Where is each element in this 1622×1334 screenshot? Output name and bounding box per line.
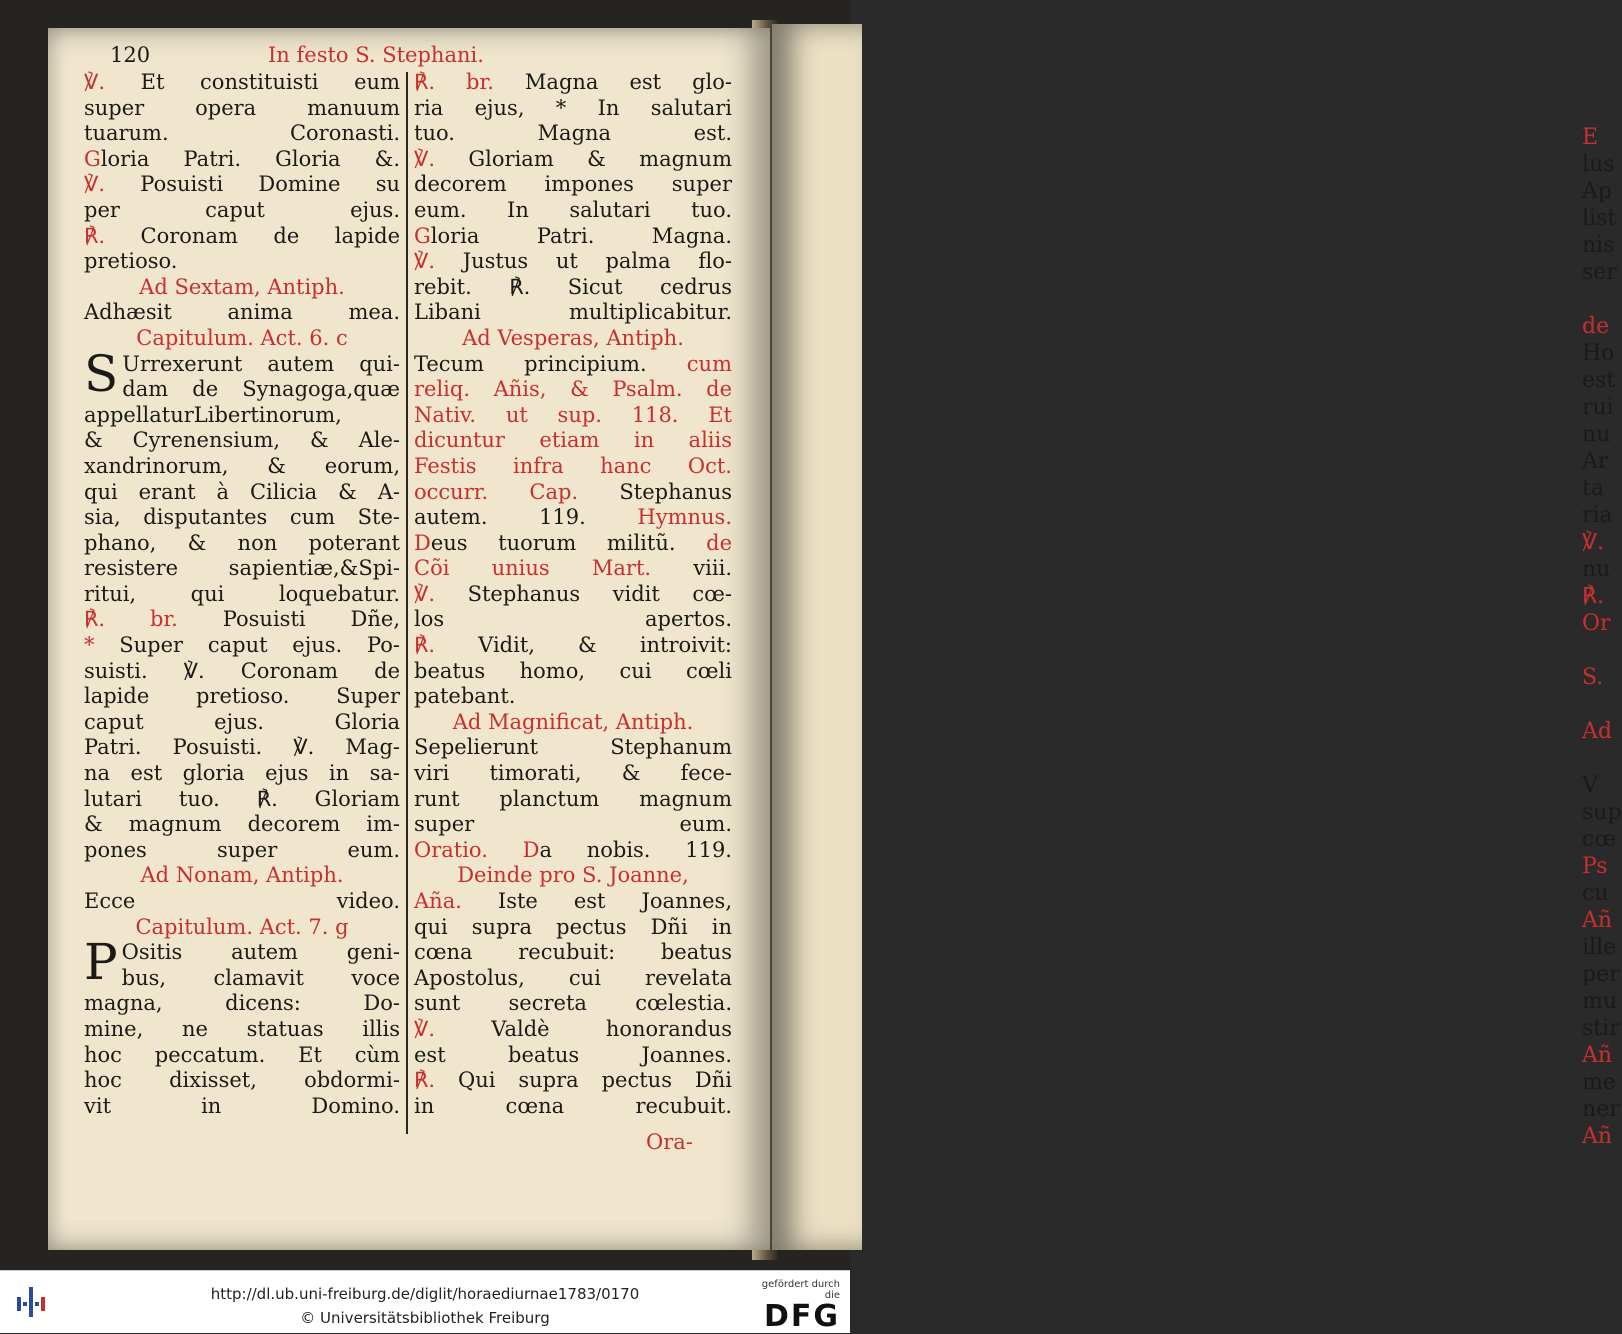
rubric-span: ℟. br. — [84, 607, 178, 632]
text-line — [84, 915, 400, 941]
text-line — [84, 1017, 400, 1043]
facing-line: Ps — [1582, 854, 1608, 879]
text-line — [84, 428, 400, 454]
facing-page — [772, 24, 1622, 1250]
ink-span: patebant. — [414, 684, 516, 709]
ink-span: eus tuorum militũ. — [430, 530, 707, 555]
text-line — [84, 96, 400, 122]
ink-span: qui erant à Cilicia & A- — [84, 479, 400, 504]
text-line — [84, 70, 400, 96]
rubric-span: ℣. — [84, 70, 106, 94]
ink-span: lapide pretioso. Super — [84, 684, 400, 709]
text-line — [414, 70, 732, 96]
facing-line: Ho — [1582, 341, 1615, 366]
facing-line: ille — [1582, 935, 1617, 960]
ink-span: Posuisti Domine su — [105, 172, 400, 197]
ink-span: Tecum principium. — [414, 351, 687, 376]
facing-line: nu — [1582, 422, 1611, 447]
ink-span: sia, disputantes cum Ste- — [84, 505, 400, 530]
facing-page-text — [1582, 124, 1622, 1150]
text-line — [84, 403, 400, 429]
facing-line: ta — [1582, 476, 1604, 501]
text-line — [414, 275, 732, 301]
text-line — [414, 454, 732, 480]
ink-span: & Cyrenensium, & Ale- — [84, 428, 400, 453]
ink-span: Apostolus, cui revelata — [414, 965, 732, 990]
ink-span: ria ejus, * In salutari — [414, 95, 732, 120]
text-line — [414, 966, 732, 992]
ink-span: Stephanus — [578, 479, 732, 504]
text-line — [414, 761, 732, 787]
ink-span: runt planctum magnum — [414, 786, 732, 811]
facing-line: Or — [1582, 611, 1611, 636]
text-line — [84, 121, 400, 147]
rubric-span: ℣. — [414, 146, 436, 171]
rubric-span: cum — [686, 351, 732, 376]
text-line — [414, 915, 732, 941]
ink-span: mine, ne statuas illis — [84, 1016, 400, 1041]
right-text-column — [414, 70, 732, 1119]
text-line — [414, 326, 732, 352]
facing-line — [1582, 745, 1622, 772]
text-line — [84, 633, 400, 659]
rubric-span: Ad Magnificat, Antiph. — [452, 709, 694, 734]
ink-span: a nobis. 119. — [539, 837, 732, 862]
text-line — [84, 1068, 400, 1094]
ink-span: eum. In salutari tuo. — [414, 197, 732, 222]
rubric-span: ℣. — [414, 1016, 436, 1041]
text-line — [84, 198, 400, 224]
rubric-span: Nativ. ut sup. 118. Et — [414, 402, 732, 427]
ink-span: super eum. — [414, 812, 732, 837]
viewer-footer — [0, 1270, 850, 1333]
text-line — [84, 1094, 400, 1120]
facing-line: S. — [1582, 665, 1604, 690]
running-head: In festo S. Stephani. — [268, 43, 484, 67]
facing-line: E — [1582, 125, 1599, 150]
text-line — [414, 607, 732, 633]
facing-line: de — [1582, 314, 1610, 339]
ink-span: Iste est Joannes, — [461, 889, 732, 913]
facing-line: Ar — [1582, 449, 1609, 474]
text-line — [84, 582, 400, 608]
text-line — [84, 249, 400, 275]
ink-span: magna, dicens: Do- — [84, 991, 400, 1016]
facing-line: list — [1582, 206, 1617, 231]
text-line — [414, 377, 732, 403]
text-line — [414, 403, 732, 429]
rubric-span: ℟. — [414, 633, 436, 658]
text-line — [414, 659, 732, 685]
ink-span: viri timorati, & fece- — [414, 761, 732, 786]
facing-line: Añ — [1582, 1043, 1613, 1068]
rubric-span: Ad Sextam, Antiph. — [139, 274, 345, 299]
text-line — [414, 940, 732, 966]
text-line — [84, 300, 400, 326]
text-line — [414, 991, 732, 1017]
rubric-span: Ad Nonam, Antiph. — [140, 863, 344, 888]
text-line — [414, 1068, 732, 1094]
text-line — [84, 224, 400, 250]
text-line — [414, 582, 732, 608]
text-line — [84, 966, 400, 992]
text-line — [414, 863, 732, 889]
ink-span: rebit. ℟. Sicut cedrus — [414, 274, 732, 299]
text-line — [414, 172, 732, 198]
facing-line: mu — [1582, 989, 1618, 1014]
text-line — [84, 505, 400, 531]
text-line — [84, 326, 400, 352]
text-line — [84, 531, 400, 557]
drop-initial: P — [84, 933, 118, 992]
facing-line: ria — [1582, 503, 1613, 528]
rubric-span: Ad Vesperas, Antiph. — [462, 325, 684, 350]
facing-line: rui — [1582, 395, 1614, 420]
text-line — [414, 787, 732, 813]
rubric-span: G — [84, 146, 101, 171]
ink-span: beatus homo, cui cœli — [414, 658, 732, 683]
facing-line: lus — [1582, 152, 1615, 177]
facing-line — [1582, 286, 1622, 313]
text-line — [84, 838, 400, 864]
text-line — [414, 531, 732, 557]
facing-line: Ad — [1582, 719, 1612, 744]
ink-span: los apertos. — [414, 607, 732, 632]
text-line — [414, 480, 732, 506]
ink-span: lutari tuo. ℟. Gloriam — [84, 786, 400, 811]
ink-span: Urrexerunt autem qui- — [122, 351, 400, 376]
rubric-span: Oratio. D — [414, 837, 540, 862]
rubric-span: Hymnus. — [637, 505, 732, 530]
rubric-span: ℟. — [84, 223, 106, 248]
text-line — [84, 991, 400, 1017]
text-line — [414, 1043, 732, 1069]
text-line — [414, 96, 732, 122]
facing-line: nis — [1582, 233, 1615, 258]
ink-span: super opera manuum — [84, 95, 400, 120]
rubric-span: dicuntur etiam in aliis — [414, 428, 732, 453]
ink-span: pones super eum. — [84, 837, 400, 862]
ink-span: Et constituisti eum — [105, 70, 400, 94]
ink-span: resistere sapientiæ,&Spi- — [84, 556, 400, 581]
dfg-logo: DFG — [763, 1299, 840, 1334]
ink-span: Super caput ejus. Po- — [94, 633, 400, 658]
facing-line: stir — [1582, 1016, 1620, 1041]
ink-span: & magnum decorem im- — [84, 812, 400, 837]
ink-span: Justus ut palma flo- — [435, 249, 732, 274]
text-line — [414, 1094, 732, 1120]
copyright-notice: © Universitätsbibliothek Freiburg — [300, 1309, 550, 1327]
rubric-span: ℟. br. — [414, 70, 494, 94]
ink-span: in cœna recubuit. — [414, 1093, 732, 1118]
facing-line — [1582, 691, 1622, 718]
left-text-column — [84, 70, 400, 1119]
ink-span: xandrinorum, & eorum, — [84, 453, 400, 478]
permalink[interactable]: http://dl.ub.uni-freiburg.de/diglit/horaediurnae1783/0170 — [210, 1285, 640, 1303]
ink-span: Stephanus vidit cœ- — [435, 581, 732, 606]
ink-span: hoc dixisset, obdormi- — [84, 1068, 400, 1093]
text-line — [414, 633, 732, 659]
column-rule — [406, 72, 408, 1134]
ink-span: bus, clamavit voce — [121, 965, 400, 990]
facing-line: Añ — [1582, 908, 1613, 933]
ink-span: per caput ejus. — [84, 197, 400, 222]
text-line — [84, 147, 400, 173]
drop-initial: S — [84, 344, 119, 403]
text-line — [84, 889, 400, 915]
rubric-span: Cõi unius Mart. — [414, 556, 652, 581]
facing-line: ℣. — [1582, 530, 1605, 555]
rubric-span: Capitulum. Act. 7. g — [135, 914, 349, 939]
rubric-span: de — [706, 530, 732, 555]
rubric-span: ℣. — [414, 581, 436, 606]
text-line — [84, 275, 400, 301]
ink-span: viii. — [651, 556, 732, 581]
rubric-span: G — [414, 223, 431, 248]
ink-span: Vidit, & introivit: — [435, 633, 732, 658]
text-line — [414, 428, 732, 454]
ink-span: loria Patri. Magna. — [430, 223, 732, 248]
rubric-span: Festis infra hanc Oct. — [414, 453, 732, 478]
text-line — [84, 607, 400, 633]
ink-span: Posuisti Dñe, — [177, 607, 400, 632]
funder-logo — [744, 1279, 840, 1333]
page-number: 120 — [110, 43, 151, 67]
rubric-span: Deinde pro S. Joanne, — [457, 863, 689, 888]
text-line — [84, 659, 400, 685]
funder-caption: gefördert durch die — [761, 1279, 840, 1301]
facing-line: Ap — [1582, 179, 1612, 204]
text-line — [84, 377, 400, 403]
facing-line: cœ — [1582, 827, 1617, 852]
text-line — [414, 684, 732, 710]
ink-span: Coronam de lapide — [105, 223, 400, 248]
text-line — [414, 121, 732, 147]
ink-span: Ositis autem geni- — [121, 940, 400, 965]
facing-line: est — [1582, 368, 1616, 393]
rubric-span: * — [84, 633, 95, 658]
facing-line: nu — [1582, 557, 1611, 582]
ink-span: tuo. Magna est. — [414, 121, 732, 146]
ink-span: qui supra pectus Dñi in — [414, 914, 732, 939]
text-line — [414, 735, 732, 761]
text-line — [84, 863, 400, 889]
ink-span: sunt secreta cœlestia. — [414, 991, 732, 1016]
ink-span: pretioso. — [84, 249, 178, 274]
rubric-span: Aña. — [414, 889, 462, 913]
text-line — [414, 505, 732, 531]
facing-line: me — [1582, 1070, 1616, 1095]
rubric-span: reliq. Añis, & Psalm. de — [414, 377, 732, 402]
ink-span: autem. 119. — [414, 505, 638, 530]
catchword: Ora- — [646, 1130, 693, 1154]
ink-span: caput ejus. Gloria — [84, 709, 400, 734]
facing-line: V — [1582, 773, 1598, 798]
ink-span: hoc peccatum. Et cùm — [84, 1042, 400, 1067]
text-line — [414, 198, 732, 224]
ink-span: est beatus Joannes. — [414, 1042, 732, 1067]
facing-line: cu — [1582, 881, 1609, 906]
text-line — [84, 787, 400, 813]
ink-span: Valdè honorandus — [435, 1016, 732, 1041]
ink-span: Magna est glo- — [493, 70, 732, 94]
ink-span: Adhæsit anima mea. — [84, 300, 400, 325]
ink-span: Ecce video. — [84, 889, 400, 913]
text-line — [414, 249, 732, 275]
text-line — [414, 300, 732, 326]
text-line — [84, 761, 400, 787]
ink-span: Qui supra pectus Dñi — [435, 1068, 732, 1093]
rubric-span: occurr. Cap. — [414, 479, 579, 504]
rubric-span: D — [414, 530, 431, 555]
facing-line: ℟. — [1582, 584, 1605, 609]
ink-span: Patri. Posuisti. ℣. Mag- — [84, 735, 400, 760]
ink-span: Libani multiplicabitur. — [414, 300, 732, 325]
text-line — [414, 147, 732, 173]
ink-span: suisti. ℣. Coronam de — [84, 658, 400, 683]
rubric-span: ℟. — [414, 1068, 436, 1093]
facing-line — [1582, 637, 1622, 664]
text-line — [414, 352, 732, 378]
ink-span: vit in Domino. — [84, 1093, 400, 1118]
text-line — [84, 172, 400, 198]
facing-line: per — [1582, 962, 1620, 987]
ink-span: Gloriam & magnum — [435, 146, 732, 171]
facing-line: Añ — [1582, 1124, 1613, 1149]
text-line — [414, 556, 732, 582]
text-line — [414, 812, 732, 838]
text-line — [84, 735, 400, 761]
text-line — [84, 454, 400, 480]
ink-span: dam de Synagoga,quæ — [122, 377, 400, 402]
text-line — [414, 889, 732, 915]
ink-span: ritui, qui loquebatur. — [84, 581, 400, 606]
ink-span: decorem impones super — [414, 172, 732, 197]
text-line — [84, 1043, 400, 1069]
facing-line: ser — [1582, 260, 1617, 285]
ink-span: na est gloria ejus in sa- — [84, 761, 400, 786]
rubric-span: Capitulum. Act. 6. c — [136, 325, 348, 350]
ink-span: tuarum. Coronasti. — [84, 121, 400, 146]
ink-span: appellaturLibertinorum, — [84, 402, 342, 427]
text-line — [414, 710, 732, 736]
ink-span: phano, & non poterant — [84, 530, 400, 555]
text-line — [84, 812, 400, 838]
facing-line: sup — [1582, 800, 1622, 825]
text-line — [84, 710, 400, 736]
text-line — [84, 480, 400, 506]
ink-span: Sepelierunt Stephanum — [414, 735, 732, 760]
text-line — [84, 556, 400, 582]
text-line — [414, 838, 732, 864]
ink-span: loria Patri. Gloria &. — [100, 146, 400, 171]
facing-line: ner — [1582, 1097, 1620, 1122]
text-line — [414, 1017, 732, 1043]
ink-span: cœna recubuit: beatus — [414, 940, 732, 965]
rubric-span: ℣. — [414, 249, 436, 274]
text-line — [84, 684, 400, 710]
rubric-span: ℣. — [84, 172, 106, 197]
text-line — [414, 224, 732, 250]
